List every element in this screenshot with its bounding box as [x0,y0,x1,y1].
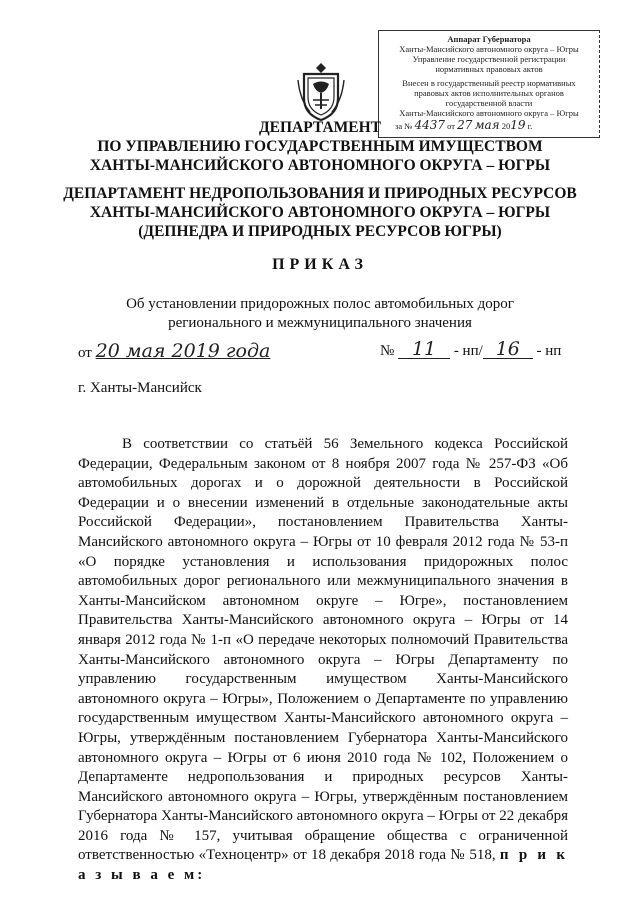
stamp-reg-year-prefix: 20 [501,121,511,131]
stamp-line: правовых актов исполнительных органов [414,88,564,98]
dept1-line1: ДЕПАРТАМЕНТ [258,119,382,136]
stamp-line: нормативных правовых актов [435,64,543,74]
dept2-line2: ХАНТЫ-МАНСИЙСКОГО АВТОНОМНОГО ОКРУГА – ЮГРЫ [89,204,551,221]
date-prefix: от [78,345,92,361]
department-resources-header [0,184,640,241]
body-closing: п р и к а з ы в а е м: [78,847,568,884]
number1-handwritten: 11 [398,340,450,359]
document-number [380,340,561,360]
stamp-reg-suffix: г. [527,121,533,131]
document-body [78,435,568,886]
number2-handwritten: 16 [483,340,533,359]
stamp-reg-year: 19 [510,118,526,132]
stamp-reg-day: 27 [457,118,473,132]
stamp-line: Ханты-Мансийского автономного округа – Югры [399,108,579,118]
dept2-line3: (ДЕПНЕДРА И ПРИРОДНЫХ РЕСУРСОВ ЮГРЫ) [138,223,502,240]
document-title: ПРИКАЗ [272,256,368,273]
subject-line2: регионального и межмуниципального значения [168,315,472,331]
document-subject [0,295,640,333]
stamp-line: Управление государственной регистрации [412,54,566,64]
subject-line1: Об установлении придорожных полос автомобильных дорог [126,296,514,312]
number1-suffix: - нп/ [453,343,483,359]
dept1-line3: ХАНТЫ-МАНСИЙСКОГО АВТОНОМНОГО ОКРУГА – ЮГРЫ [89,157,551,174]
number-prefix: № [380,343,395,359]
document-city: г. Ханты-Мансийск [78,380,202,396]
number2-suffix: - нп [536,343,562,359]
document-date [78,340,270,362]
coat-of-arms-emblem [296,60,346,122]
stamp-reg-from: от [447,121,456,131]
stamp-line: государственной власти [445,98,533,108]
dept1-line2: ПО УПРАВЛЕНИЮ ГОСУДАРСТВЕННЫМ ИМУЩЕСТВОМ [97,138,543,155]
stamp-reg-month: мая [474,118,500,132]
body-text: В соответствии со статьёй 56 Земельного кодекса Российской Федерации, Федеральным законом от 8 ноября 2007 года № 257-ФЗ «Об автомобильных дорогах и о дорожной деятельности в Российской Федерации и о внесении изменений в отдельные законодательные акты Российской Федерации», постановлением Правительства Ханты-Мансийского автономного округа – Югры от 10 февраля 2012 года № 53-п «О порядке установления и использования придорожных полос автомобильных дорог регионального или межмуниципального значения в Ханты-Мансийском автономном округе – Югре», постановлением Правительства Ханты-Мансийского автономного округа – Югры от 14 января 2012 года № 1-п «О передаче некоторых полномочий Правительства Ханты-Мансийского автономного округа – Югры Департаменту по управлению государственным имуществом Ханты-Мансийского автономного округа – Югры», Положением о Департаменте по управлению государственным имуществом Ханты-Мансийского автономного округа – Югры, утверждённым постановлением Губернатора Ханты-Мансийского автономного округа – Югры от 6 июня 2010 года № 102, Положением о Департаменте недропользования и природных ресурсов Ханты-Мансийского автономного округа – Югры, утверждённым постановлением Губернатора Ханты-Мансийского автономного округа – Югры от 22 декабря 2016 года № 157, учитывая обращение общества с ограниченной ответственностью «Техноцентр» от 18 декабря 2018 года № 518, [78,436,568,864]
stamp-reg-number: 4437 [414,118,446,132]
dept2-line1: ДЕПАРТАМЕНТ НЕДРОПОЛЬЗОВАНИЯ И ПРИРОДНЫХ РЕСУРСОВ [63,185,577,202]
stamp-line: Ханты-Мансийского автономного округа – Югры [399,44,579,54]
date-handwritten: 20 мая 2019 года [95,340,271,362]
department-property-header [0,118,640,175]
stamp-line: Аппарат Губернатора [447,34,531,44]
stamp-reg-prefix: за № [395,121,413,131]
stamp-line: Внесен в государственный реестр нормативных [402,78,576,88]
